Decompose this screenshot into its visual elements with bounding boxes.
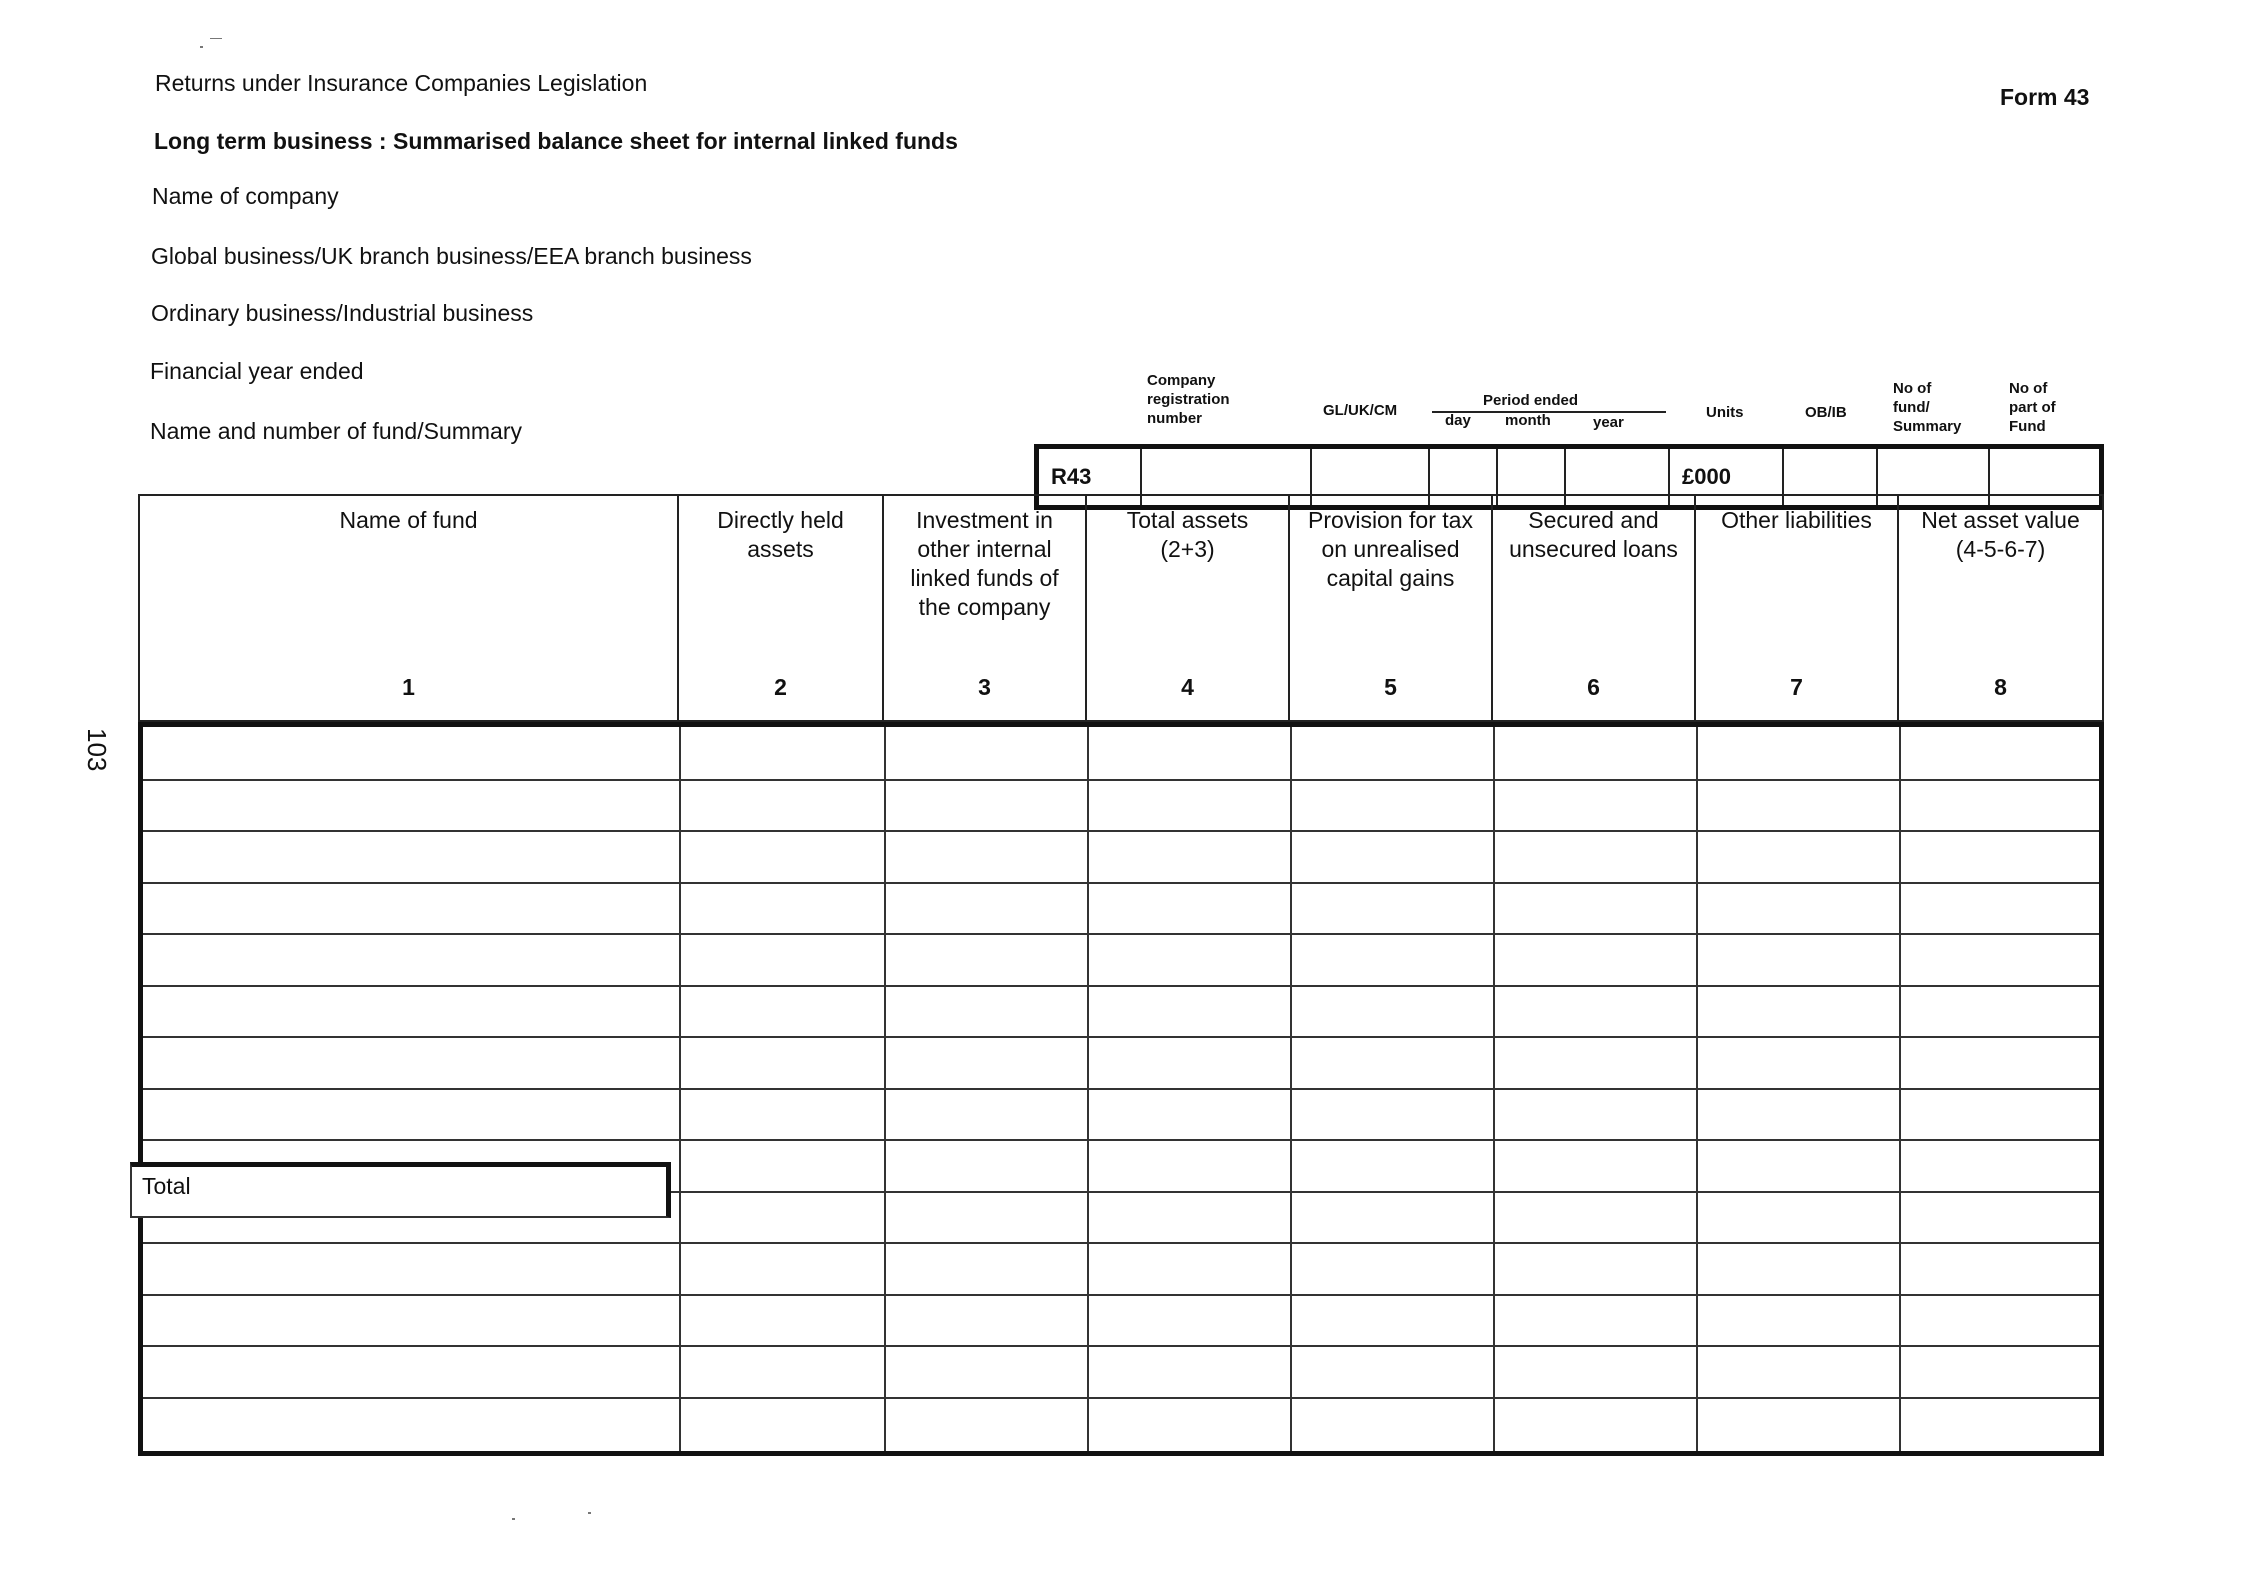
- column-divider: [679, 727, 681, 1451]
- column-divider: [1290, 727, 1292, 1451]
- column-header-label: Net asset value (4-5-6-7): [1921, 507, 2080, 562]
- column-header-investment-other-funds: [884, 494, 1087, 722]
- label-company-registration: Company registration number: [1147, 372, 1230, 427]
- row-divider: [143, 830, 2099, 832]
- column-header-label: Directly held assets: [717, 507, 844, 562]
- column-header-total-assets: [1087, 494, 1290, 722]
- row-divider: [143, 779, 2099, 781]
- column-header-label: Other liabilities: [1721, 507, 1872, 533]
- label-no-of-fund: No of fund/ Summary: [1893, 380, 1962, 435]
- scan-speck: [588, 1512, 591, 1514]
- row-divider: [143, 882, 2099, 884]
- column-header-provision-for-tax: [1290, 494, 1493, 722]
- column-header-directly-held-assets: [679, 494, 884, 722]
- row-divider: [143, 1139, 2099, 1141]
- form-number: Form 43: [2000, 84, 2090, 110]
- label-month: month: [1505, 412, 1551, 429]
- column-number: 4: [1181, 674, 1194, 700]
- row-divider: [143, 1294, 2099, 1296]
- column-number: 5: [1384, 674, 1397, 700]
- field-company-name: Name of company: [152, 183, 339, 209]
- column-number: 7: [1790, 674, 1803, 700]
- scan-speck: [210, 38, 222, 39]
- column-number: 1: [402, 674, 415, 700]
- column-header-label: Investment in other internal linked funds of the company: [910, 507, 1059, 620]
- column-header-label: Name of fund: [339, 507, 478, 533]
- column-header-label: Secured and unsecured loans: [1509, 507, 1678, 562]
- column-header-label: Provision for tax on unrealised capital gains: [1308, 507, 1473, 591]
- legislation-heading: Returns under Insurance Companies Legislation: [155, 70, 648, 96]
- units-cell: £000: [1670, 449, 1784, 505]
- column-header-loans: [1493, 494, 1696, 722]
- row-divider: [143, 1397, 2099, 1399]
- label-day: day: [1445, 412, 1471, 429]
- label-gl-uk-cm: GL/UK/CM: [1323, 402, 1398, 419]
- label-year: year: [1593, 414, 1624, 431]
- form-code-cell: R43: [1039, 449, 1142, 505]
- field-business-type: Ordinary business/Industrial business: [151, 300, 534, 326]
- table-body: [138, 722, 2104, 1456]
- form-title: Long term business : Summarised balance sheet for internal linked funds: [154, 128, 958, 154]
- scan-speck: [200, 46, 203, 48]
- column-divider: [884, 727, 886, 1451]
- page-number: 103: [82, 728, 112, 772]
- column-header-name-of-fund: [138, 494, 679, 722]
- label-ob-ib: OB/IB: [1805, 404, 1847, 421]
- row-divider: [143, 985, 2099, 987]
- label-no-of-part: No of part of Fund: [2009, 380, 2056, 435]
- total-label-cell: Total: [130, 1162, 671, 1218]
- column-number: 2: [774, 674, 787, 700]
- row-divider: [143, 1036, 2099, 1038]
- row-divider: [143, 1345, 2099, 1347]
- field-financial-year: Financial year ended: [150, 358, 364, 384]
- column-header-net-asset-value: [1899, 494, 2104, 722]
- row-divider: [143, 1088, 2099, 1090]
- linked-funds-table: [138, 494, 2104, 1456]
- scan-speck: [512, 1518, 515, 1520]
- column-number: 8: [1994, 674, 2007, 700]
- column-header-label: Total assets (2+3): [1126, 507, 1249, 562]
- label-period-ended: Period ended: [1483, 392, 1579, 409]
- column-divider: [1696, 727, 1698, 1451]
- label-units: Units: [1706, 404, 1744, 421]
- column-number: 6: [1587, 674, 1600, 700]
- column-number: 3: [978, 674, 991, 700]
- field-business-scope: Global business/UK branch business/EEA branch business: [151, 243, 752, 269]
- row-divider: [143, 1242, 2099, 1244]
- column-header-other-liabilities: [1696, 494, 1899, 722]
- column-divider: [1087, 727, 1089, 1451]
- column-divider: [1493, 727, 1495, 1451]
- row-divider: [143, 933, 2099, 935]
- field-fund-name: Name and number of fund/Summary: [150, 418, 523, 444]
- column-divider: [1899, 727, 1901, 1451]
